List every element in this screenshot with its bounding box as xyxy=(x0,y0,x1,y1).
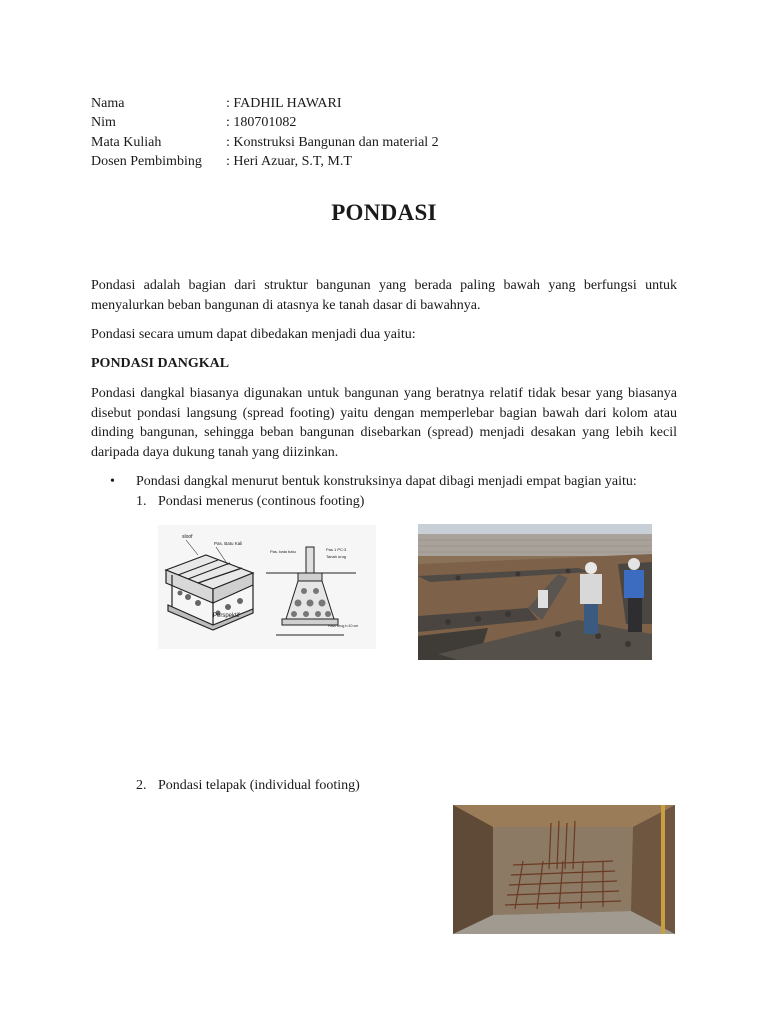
list-text: Pondasi menerus (continous footing) xyxy=(158,494,365,509)
label-pasir-urug: Pasir urug t=10 cm xyxy=(328,624,359,628)
list-number: 2. xyxy=(136,778,147,793)
document-title: PONDASI xyxy=(331,200,437,225)
paragraph-types: Pondasi secara umum dapat dibedakan menjadi dua yaitu: xyxy=(91,327,416,342)
label-perspektif: Perspektif xyxy=(213,613,240,619)
list-item-continuous xyxy=(136,494,364,510)
list-item-individual xyxy=(136,778,360,794)
info-label: Nim xyxy=(91,115,116,131)
info-row-nama xyxy=(91,94,439,113)
label-pas-batu-kali: Pas. Batu Kali xyxy=(214,541,243,546)
continuous-footing-diagram xyxy=(158,525,376,649)
bullet-text: Pondasi dangkal menurut bentuk konstruksinya dapat dibagi menjadi empat bagian yaitu: xyxy=(136,474,637,489)
student-info xyxy=(91,94,439,171)
label-pas-1-pc: Pas 1 PC:3 xyxy=(326,547,347,552)
info-row-nim xyxy=(91,113,439,132)
paragraph-definition: Pondasi adalah bagian dari struktur bangunan yang berada paling bawah yang berfungsi untuk menyalurkan beban bangunan di atasnya ke tanah dasar di bawahnya. xyxy=(91,278,677,313)
individual-footing-photo xyxy=(453,805,675,934)
info-value: : Heri Azuar, S.T, M.T xyxy=(226,153,352,169)
label-pas-bata-batu: Pas. bata batu xyxy=(270,549,296,554)
info-row-dosen xyxy=(91,152,439,171)
info-label: Dosen Pembimbing xyxy=(91,153,202,169)
info-label: Nama xyxy=(91,96,125,111)
paragraph-shallow: Pondasi dangkal biasanya digunakan untuk bangunan yang beratnya relatif tidak besar yang biasanya disebut pondasi langsung (spread footing) yaitu dengan memperlebar bagian bawah dari kolom atau dinding bangunan, sehingga beban bangunan disebarkan (spread) menjadi desakan yang lebih kecil daripada daya dukung tanah yang diizinkan. xyxy=(91,386,677,460)
section-heading: PONDASI DANGKAL xyxy=(91,356,230,371)
continuous-footing-photo xyxy=(418,524,652,660)
info-value: : Konstruksi Bangunan dan material 2 xyxy=(226,134,439,150)
label-sloof: sloof xyxy=(182,534,193,540)
bullet-icon: • xyxy=(110,474,115,489)
label-tanah-urug: Tanah urug xyxy=(326,554,347,559)
info-label: Mata Kuliah xyxy=(91,134,162,150)
info-value: : FADHIL HAWARI xyxy=(226,96,342,111)
list-number: 1. xyxy=(136,494,147,509)
list-text: Pondasi telapak (individual footing) xyxy=(158,778,360,793)
info-value: : 180701082 xyxy=(226,115,297,131)
info-row-mata-kuliah xyxy=(91,133,439,152)
